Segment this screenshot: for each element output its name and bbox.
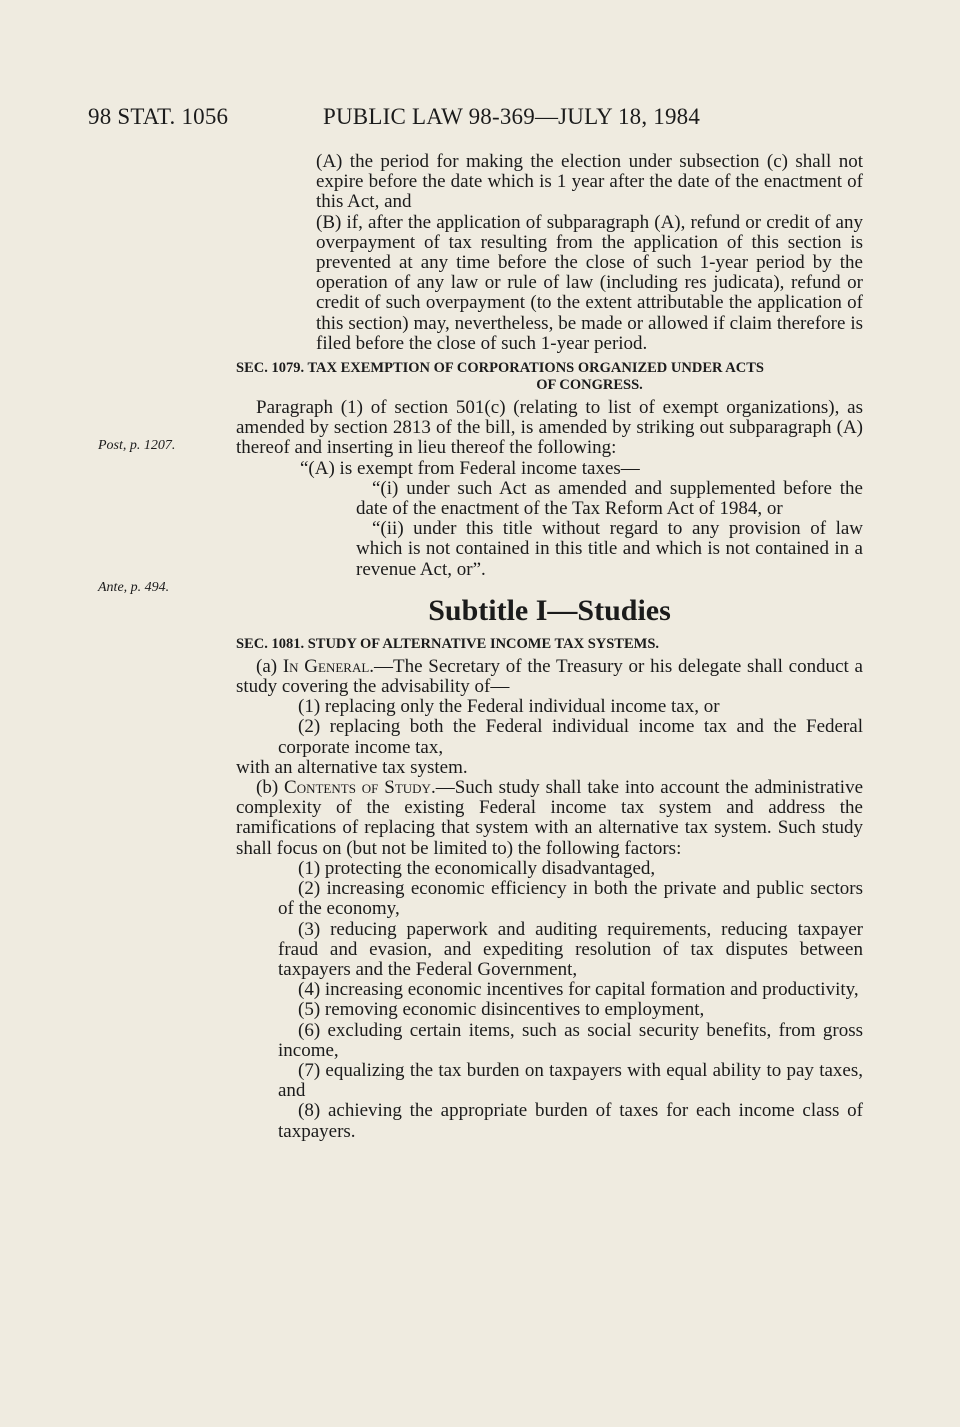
paragraph-a: (A) the period for making the election under subsection (c) shall not expire before the date which is 1 year after the date of the enactment of this Act, and: [316, 151, 863, 213]
subsection-b: (b) Contents of Study.—Such study shall take into account the administrative complexity of the existing Federal income tax system and address the ramifications of replacing that system with an alternative tax system. Such study shall focus on (but not be limited to) the following factors:: [236, 777, 864, 859]
subsection-a-closing: with an alternative tax system.: [236, 756, 468, 778]
factor-2: (2) increasing economic efficiency in both the private and public sectors of the economy,: [278, 878, 863, 920]
subsection-a-item-1: (1) replacing only the Federal individual income tax, or: [298, 696, 720, 718]
quote-subparagraph-a: “(A) is exempt from Federal income taxes—: [300, 457, 640, 479]
quote-clause-i: “(i) under such Act as amended and supplemented before the date of the enactment of the Tax Reform Act of 1984, or: [356, 477, 863, 520]
subtitle-heading: Subtitle I—Studies: [428, 593, 671, 627]
statute-page-number: 98 STAT. 1056: [88, 104, 229, 129]
factor-6: (6) excluding certain items, such as social security benefits, from gross income,: [278, 1019, 863, 1061]
paragraph-b: (B) if, after the application of subparagraph (A), refund or credit of any overpayment of tax resulting from the application of this section is prevented at any time before the close of such 1-year period by the operation of any law or rule of law (including res judicata), refund or credit of such overpayment (to the extent attributable the application of this section) may, nevertheless, be made or allowed if claim therefore is filed before the close of such 1-year period.: [316, 211, 863, 354]
document-body: [236, 152, 863, 1142]
subsection-a-item-2: (2) replacing both the Federal individual income tax and the Federal corporate income tax,: [278, 716, 863, 758]
margin-note-ante: Ante, p. 494.: [98, 580, 170, 595]
section-1079-heading: SEC. 1079. TAX EXEMPTION OF CORPORATIONS ORGANIZED UNDER ACTS OF CONGRESS.: [236, 360, 764, 394]
page-header: [88, 104, 868, 134]
factor-8: (8) achieving the appropriate burden of taxes for each income class of taxpayers.: [278, 1100, 863, 1142]
factor-4: (4) increasing economic incentives for capital formation and productivity,: [298, 979, 859, 1001]
section-1081-heading: SEC. 1081. STUDY OF ALTERNATIVE INCOME TAX SYSTEMS.: [236, 635, 660, 652]
factor-3: (3) reducing paperwork and auditing requirements, reducing taxpayer fraud and evasion, and expediting resolution of tax disputes between taxpayers and the Federal Government,: [278, 918, 863, 980]
public-law-title: PUBLIC LAW 98-369—JULY 18, 1984: [323, 104, 701, 129]
section-1079-paragraph: Paragraph (1) of section 501(c) (relating to list of exempt organizations), as amended by section 2813 of the bill, is amended by striking out subparagraph (A) thereof and inserting in lieu thereof the following:: [236, 397, 863, 459]
factor-5: (5) removing economic disincentives to employment,: [298, 999, 705, 1021]
factor-7: (7) equalizing the tax burden on taxpayers with equal ability to pay taxes, and: [278, 1059, 863, 1102]
factor-1: (1) protecting the economically disadvantaged,: [298, 857, 656, 879]
margin-note-post: Post, p. 1207.: [98, 438, 176, 453]
subsection-a: (a) In General.—The Secretary of the Treasury or his delegate shall conduct a study covering the advisability of—: [236, 655, 863, 698]
quote-clause-ii: “(ii) under this title without regard to any provision of law which is not contained in this title and which is not contained in a revenue Act, or”.: [356, 518, 863, 580]
